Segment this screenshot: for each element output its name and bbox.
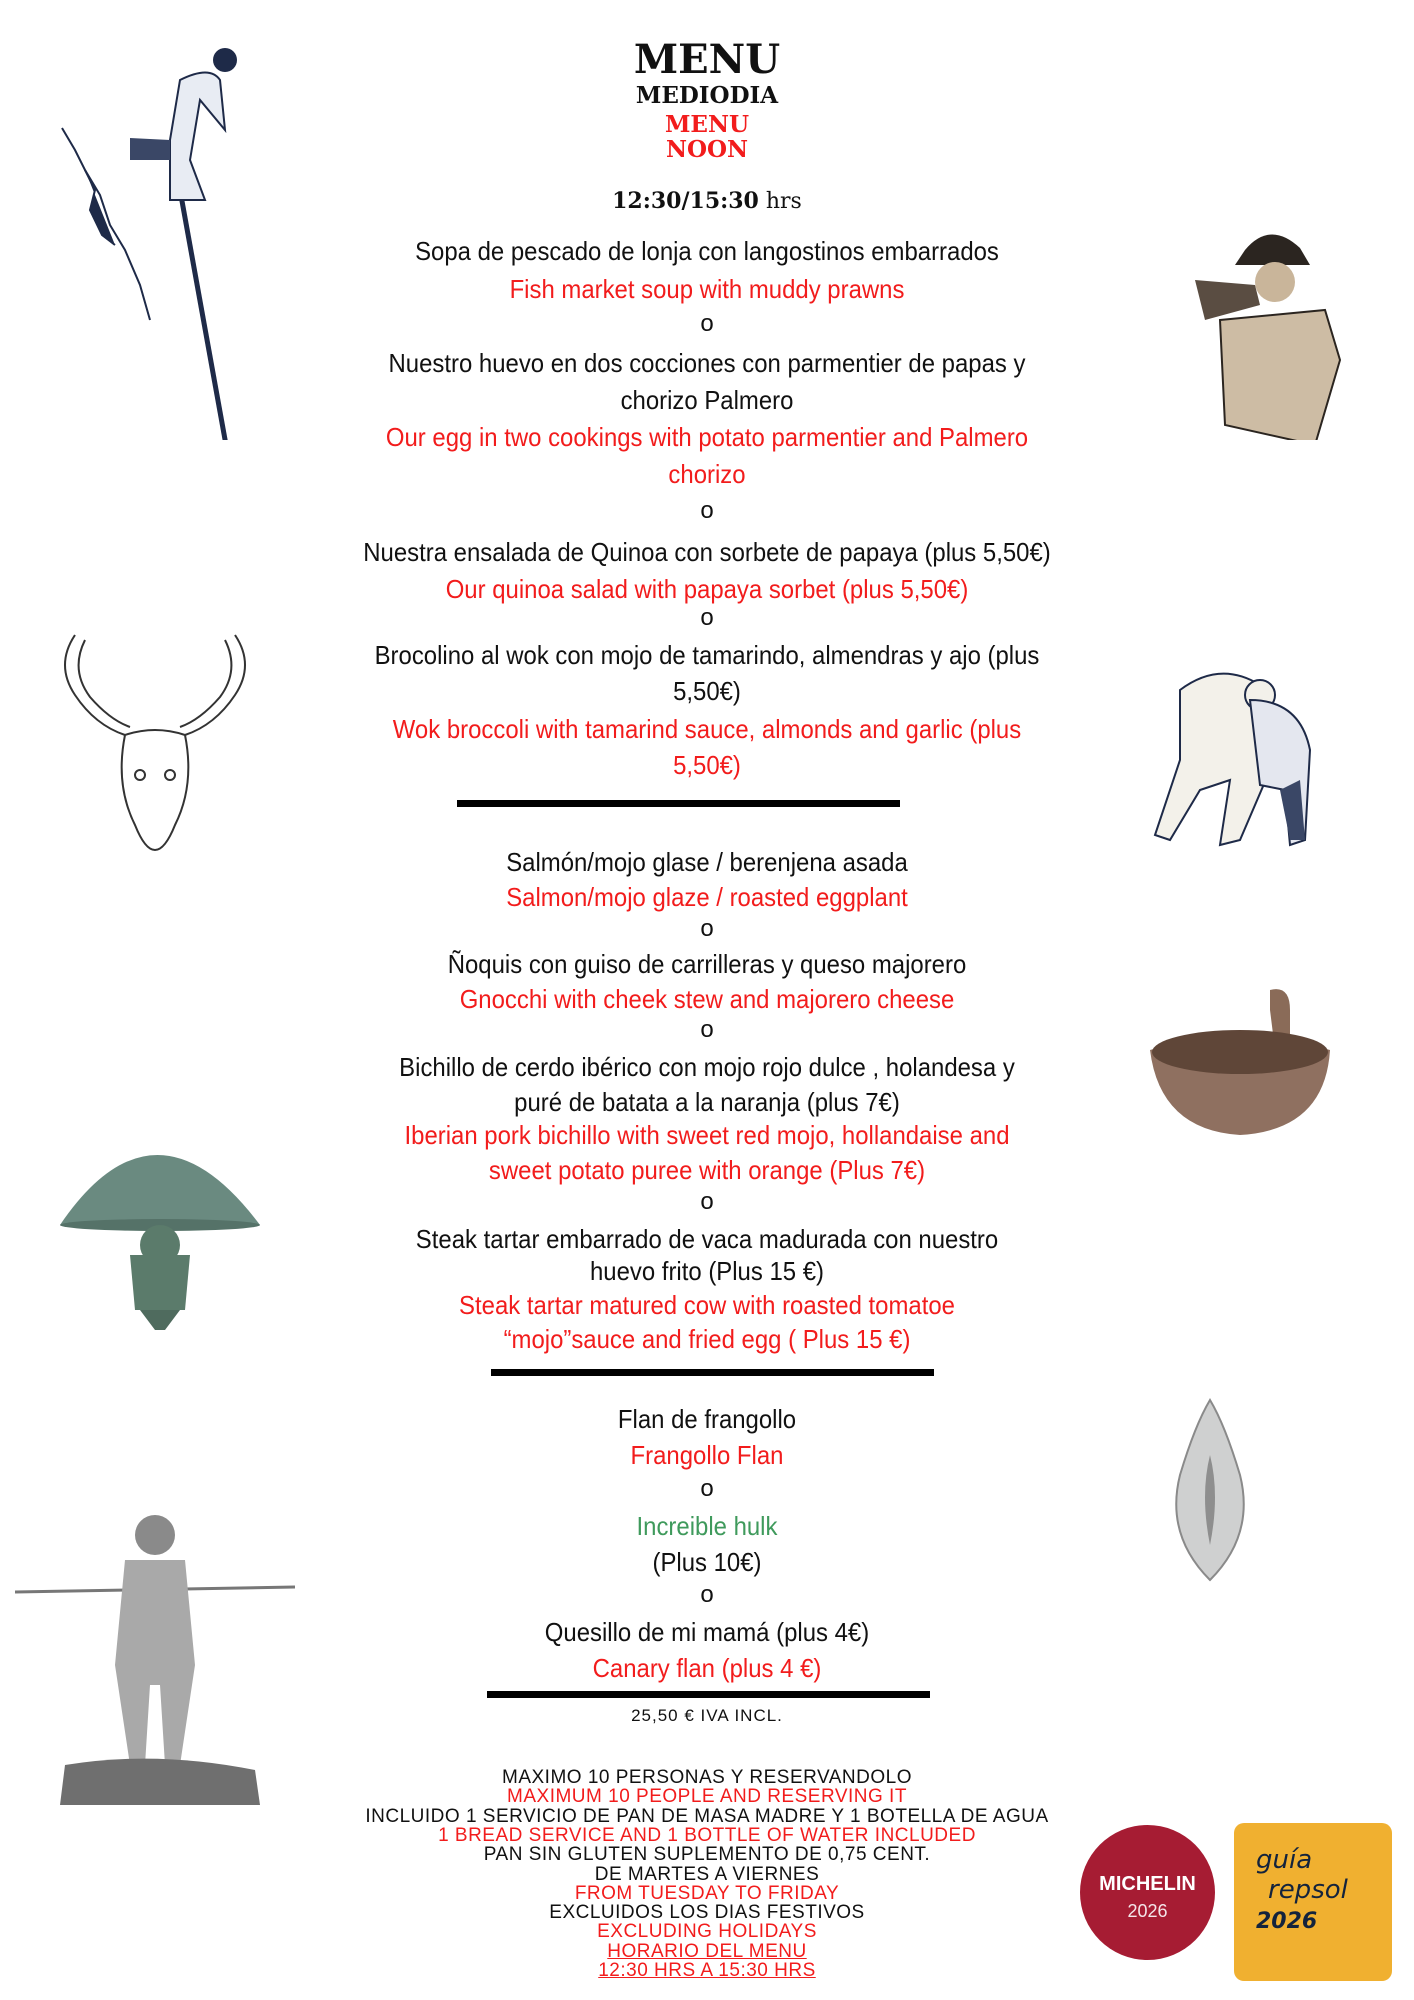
condition-line: 1 BREAD SERVICE AND 1 BOTTLE OF WATER INCLUDED [438, 1824, 976, 1846]
dish-line: (Plus 10€) [652, 1547, 762, 1577]
dish-line: Ñoquis con guiso de carrilleras y queso majorero [447, 949, 967, 979]
menu-title-en: MENU [664, 111, 750, 138]
condition-line: PAN SIN GLUTEN SUPLEMENTO DE 0,75 CENT. [483, 1844, 931, 1866]
dish-line-english: Frangollo Flan [630, 1440, 784, 1470]
dish-line-english: Canary flan (plus 4 €) [592, 1653, 822, 1683]
dish-line-english: Our egg in two cookings with potato parmentier and Palmero [385, 422, 1029, 452]
section-divider [491, 1369, 934, 1376]
or-separator: o [700, 1188, 714, 1215]
michelin-year: 2026 [1127, 1901, 1168, 1921]
repsol-year: 2026 [1256, 1909, 1318, 1934]
or-separator: o [700, 915, 714, 942]
section-divider [457, 800, 900, 807]
dish-line-english: Gnocchi with cheek stew and majorero cheese [459, 984, 955, 1014]
condition-line: MAXIMUM 10 PEOPLE AND RESERVING IT [507, 1786, 907, 1808]
condition-line: EXCLUIDOS LOS DIAS FESTIVOS [549, 1902, 865, 1924]
dish-line-english: Steak tartar matured cow with roasted tomatoe [459, 1290, 955, 1320]
repsol-badge [1234, 1823, 1392, 1981]
repsol-line1: guía [1256, 1845, 1313, 1875]
section-divider [487, 1691, 930, 1698]
condition-line: EXCLUDING HOLIDAYS [597, 1921, 817, 1943]
goat-head-illustration [55, 625, 255, 895]
warrior-statue-photo [15, 1495, 295, 1805]
wrestlers-illustration [1140, 640, 1340, 860]
dish-line-english: Our quinoa salad with papaya sorbet (plus 5,50€) [445, 574, 969, 604]
hat-statue-photo [55, 1125, 265, 1335]
dish-line: puré de batata a la naranja (plus 7€) [514, 1087, 900, 1117]
menu-title: MENU [633, 36, 781, 83]
dish-line: Quesillo de mi mamá (plus 4€) [544, 1617, 870, 1647]
dish-line-english: Wok broccoli with tamarind sauce, almonds and garlic (plus [392, 714, 1022, 744]
dish-line: Sopa de pescado de lonja con langostinos embarrados [415, 236, 999, 266]
or-separator: o [700, 310, 714, 337]
condition-line: FROM TUESDAY TO FRIDAY [574, 1882, 840, 1904]
clay-bowl-photo [1140, 980, 1340, 1150]
dish-line-english: chorizo [668, 459, 746, 489]
condition-line: DE MARTES A VIERNES [594, 1863, 820, 1885]
dish-line: Flan de frangollo [617, 1404, 797, 1434]
hours-unit: hrs [765, 189, 802, 214]
dish-line: Salmón/mojo glase / berenjena asada [506, 847, 908, 877]
dish-line: 5,50€) [673, 676, 741, 706]
dish-line: Brocolino al wok con mojo de tamarindo, almendras y ajo (plus [374, 640, 1040, 670]
condition-line: INCLUIDO 1 SERVICIO DE PAN DE MASA MADRE Y 1 BOTELLA DE AGUA [365, 1805, 1049, 1827]
condition-line: 12:30 HRS A 15:30 HRS [598, 1960, 816, 1981]
man-with-pole-illustration [30, 20, 260, 440]
dish-line-english: Iberian pork bichillo with sweet red mojo, hollandaise and [404, 1120, 1010, 1150]
dish-line: Steak tartar embarrado de vaca madurada con nuestro [415, 1224, 999, 1254]
or-separator: o [700, 1016, 714, 1043]
or-separator: o [700, 604, 714, 631]
dish-line-english: Fish market soup with muddy prawns [509, 274, 905, 304]
dish-line: Nuestra ensalada de Quinoa con sorbete de papaya (plus 5,50€) [363, 537, 1051, 567]
condition-line: HORARIO DEL MENU [607, 1940, 807, 1962]
dish-line-english: sweet potato puree with orange (Plus 7€) [488, 1155, 926, 1185]
or-separator: o [700, 1475, 714, 1502]
dish-line-english: Salmon/mojo glaze / roasted eggplant [506, 882, 908, 912]
dish-line: Increible hulk [636, 1511, 778, 1541]
man-calling-illustration [1175, 210, 1355, 440]
menu-price: 25,50 € IVA INCL. [631, 1706, 783, 1725]
stone-tool-photo [1165, 1395, 1255, 1585]
dish-line-english: 5,50€) [673, 750, 741, 780]
dish-line: Nuestro huevo en dos cocciones con parmentier de papas y [388, 348, 1026, 378]
hours-time: 12:30/15:30 [612, 188, 759, 214]
dish-line: Bichillo de cerdo ibérico con mojo rojo dulce , holandesa y [399, 1052, 1015, 1082]
condition-line: MAXIMO 10 PERSONAS Y RESERVANDOLO [502, 1767, 912, 1788]
michelin-badge [1080, 1825, 1215, 1960]
dish-line: huevo frito (Plus 15 €) [589, 1256, 824, 1286]
menu-subtitle-en: NOON [665, 136, 749, 163]
michelin-name: MICHELIN [1099, 1873, 1196, 1895]
dish-line-english: “mojo”sauce and fried egg ( Plus 15 €) [503, 1324, 911, 1354]
menu-subtitle: MEDIODIA [635, 82, 779, 109]
dish-line: chorizo Palmero [620, 385, 794, 415]
or-separator: o [700, 497, 714, 524]
repsol-line2: repsol [1268, 1875, 1348, 1905]
or-separator: o [700, 1581, 714, 1608]
